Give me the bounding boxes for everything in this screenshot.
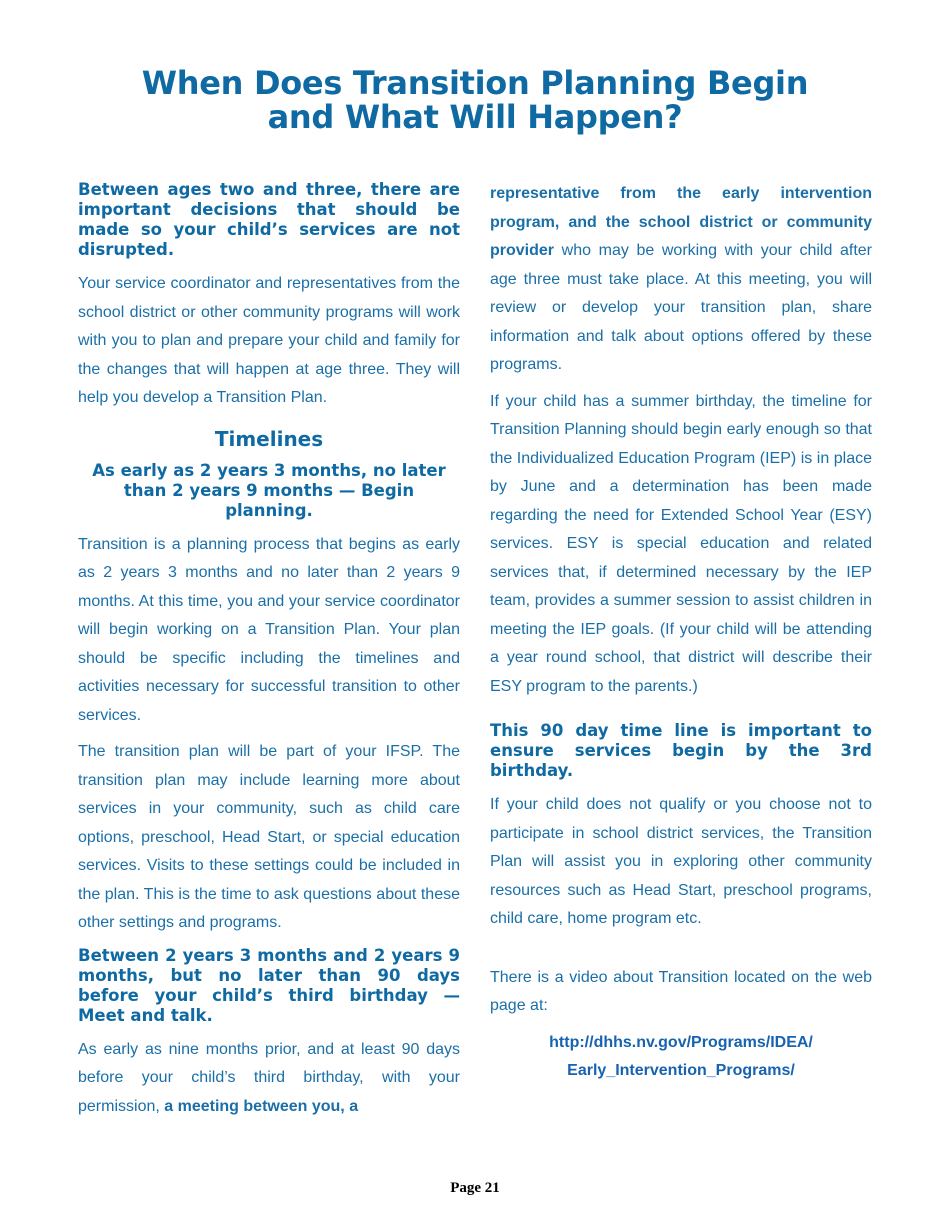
meeting-text: who may be working with your child after age three must take place. At this meeting, you will review or develop your transition plan, share information and talk about options offered by these programs. xyxy=(490,242,872,373)
stage2-paragraph xyxy=(78,1036,460,1122)
stage1-paragraph-1: Transition is a planning process that begins as early as 2 years 3 months and no later than 2 years 9 months. At this time, you and your service coordinator will begin working on a Transition Plan. Your plan should be specific including the timelines and activities necessary for successful transition to other services. xyxy=(78,535,460,724)
page-title-line-2: and What Will Happen? xyxy=(267,98,683,136)
page-title-line-1: When Does Transition Planning Begin xyxy=(141,64,809,102)
stage2-bold-text: a meeting between you, a xyxy=(164,1097,359,1115)
link-line-1[interactable]: http://dhhs.nv.gov/Programs/IDEA/ xyxy=(549,1033,813,1051)
stage2-text: As early as nine months prior, and at least 90 days before your child’s third birthday, with your permission, xyxy=(78,1040,460,1115)
meeting-paragraph xyxy=(490,180,872,380)
meeting-bold-text: representative from the early intervention program, and the school district or community provider xyxy=(490,185,872,259)
stage2-heading: Between 2 years 3 months and 2 years 9 months, but no later than 90 days before your child’s third birthday — Meet and talk. xyxy=(78,945,460,1025)
transition-video-link[interactable] xyxy=(490,1029,872,1086)
link-line-2[interactable]: Early_Intervention_Programs/ xyxy=(567,1062,795,1079)
intro-paragraph: Your service coordinator and representatives from the school district or other community programs will work with you to plan and prepare your child and family for the changes that will happen at age three. They will help you develop a Transition Plan. xyxy=(78,275,460,406)
page-number: Page 21 xyxy=(450,1180,500,1196)
video-paragraph: There is a video about Transition located on the web page at: xyxy=(490,968,872,1014)
right-column xyxy=(490,180,872,1086)
page-title xyxy=(0,66,950,134)
summer-birthday-paragraph: If your child has a summer birthday, the timeline for Transition Planning should begin early enough so that the Individualized Education Program (IEP) is in place by June and a determination has been made regarding the need for Extended School Year (ESY) services. ESY is special education and related services that, if determined necessary by the IEP team, provides a summer session to assist children in meeting the IEP goals. (If your child will be attending a year round school, that district will describe their ESY program to the parents.) xyxy=(490,392,872,695)
qualify-paragraph: If your child does not qualify or you choose not to participate in school district services, the Transition Plan will assist you in exploring other community resources such as Head Start, preschool programs, child care, home program etc. xyxy=(490,796,872,927)
timelines-heading: Timelines xyxy=(214,426,324,451)
deadline-heading: This 90 day time line is important to ensure services begin by the 3rd birthday. xyxy=(490,721,872,780)
left-column xyxy=(78,180,460,1129)
stage1-paragraph-2: The transition plan will be part of your IFSP. The transition plan may include learning more about services in your community, such as child care options, preschool, Head Start, or special education services. Visits to these settings could be included in the plan. This is the time to ask questions about these other settings and programs. xyxy=(78,743,460,931)
stage1-heading: As early as 2 years 3 months, no later than 2 years 9 months — Begin planning. xyxy=(92,460,446,520)
intro-heading: Between ages two and three, there are important decisions that should be made so your child’s services are not disrupted. xyxy=(78,180,460,259)
